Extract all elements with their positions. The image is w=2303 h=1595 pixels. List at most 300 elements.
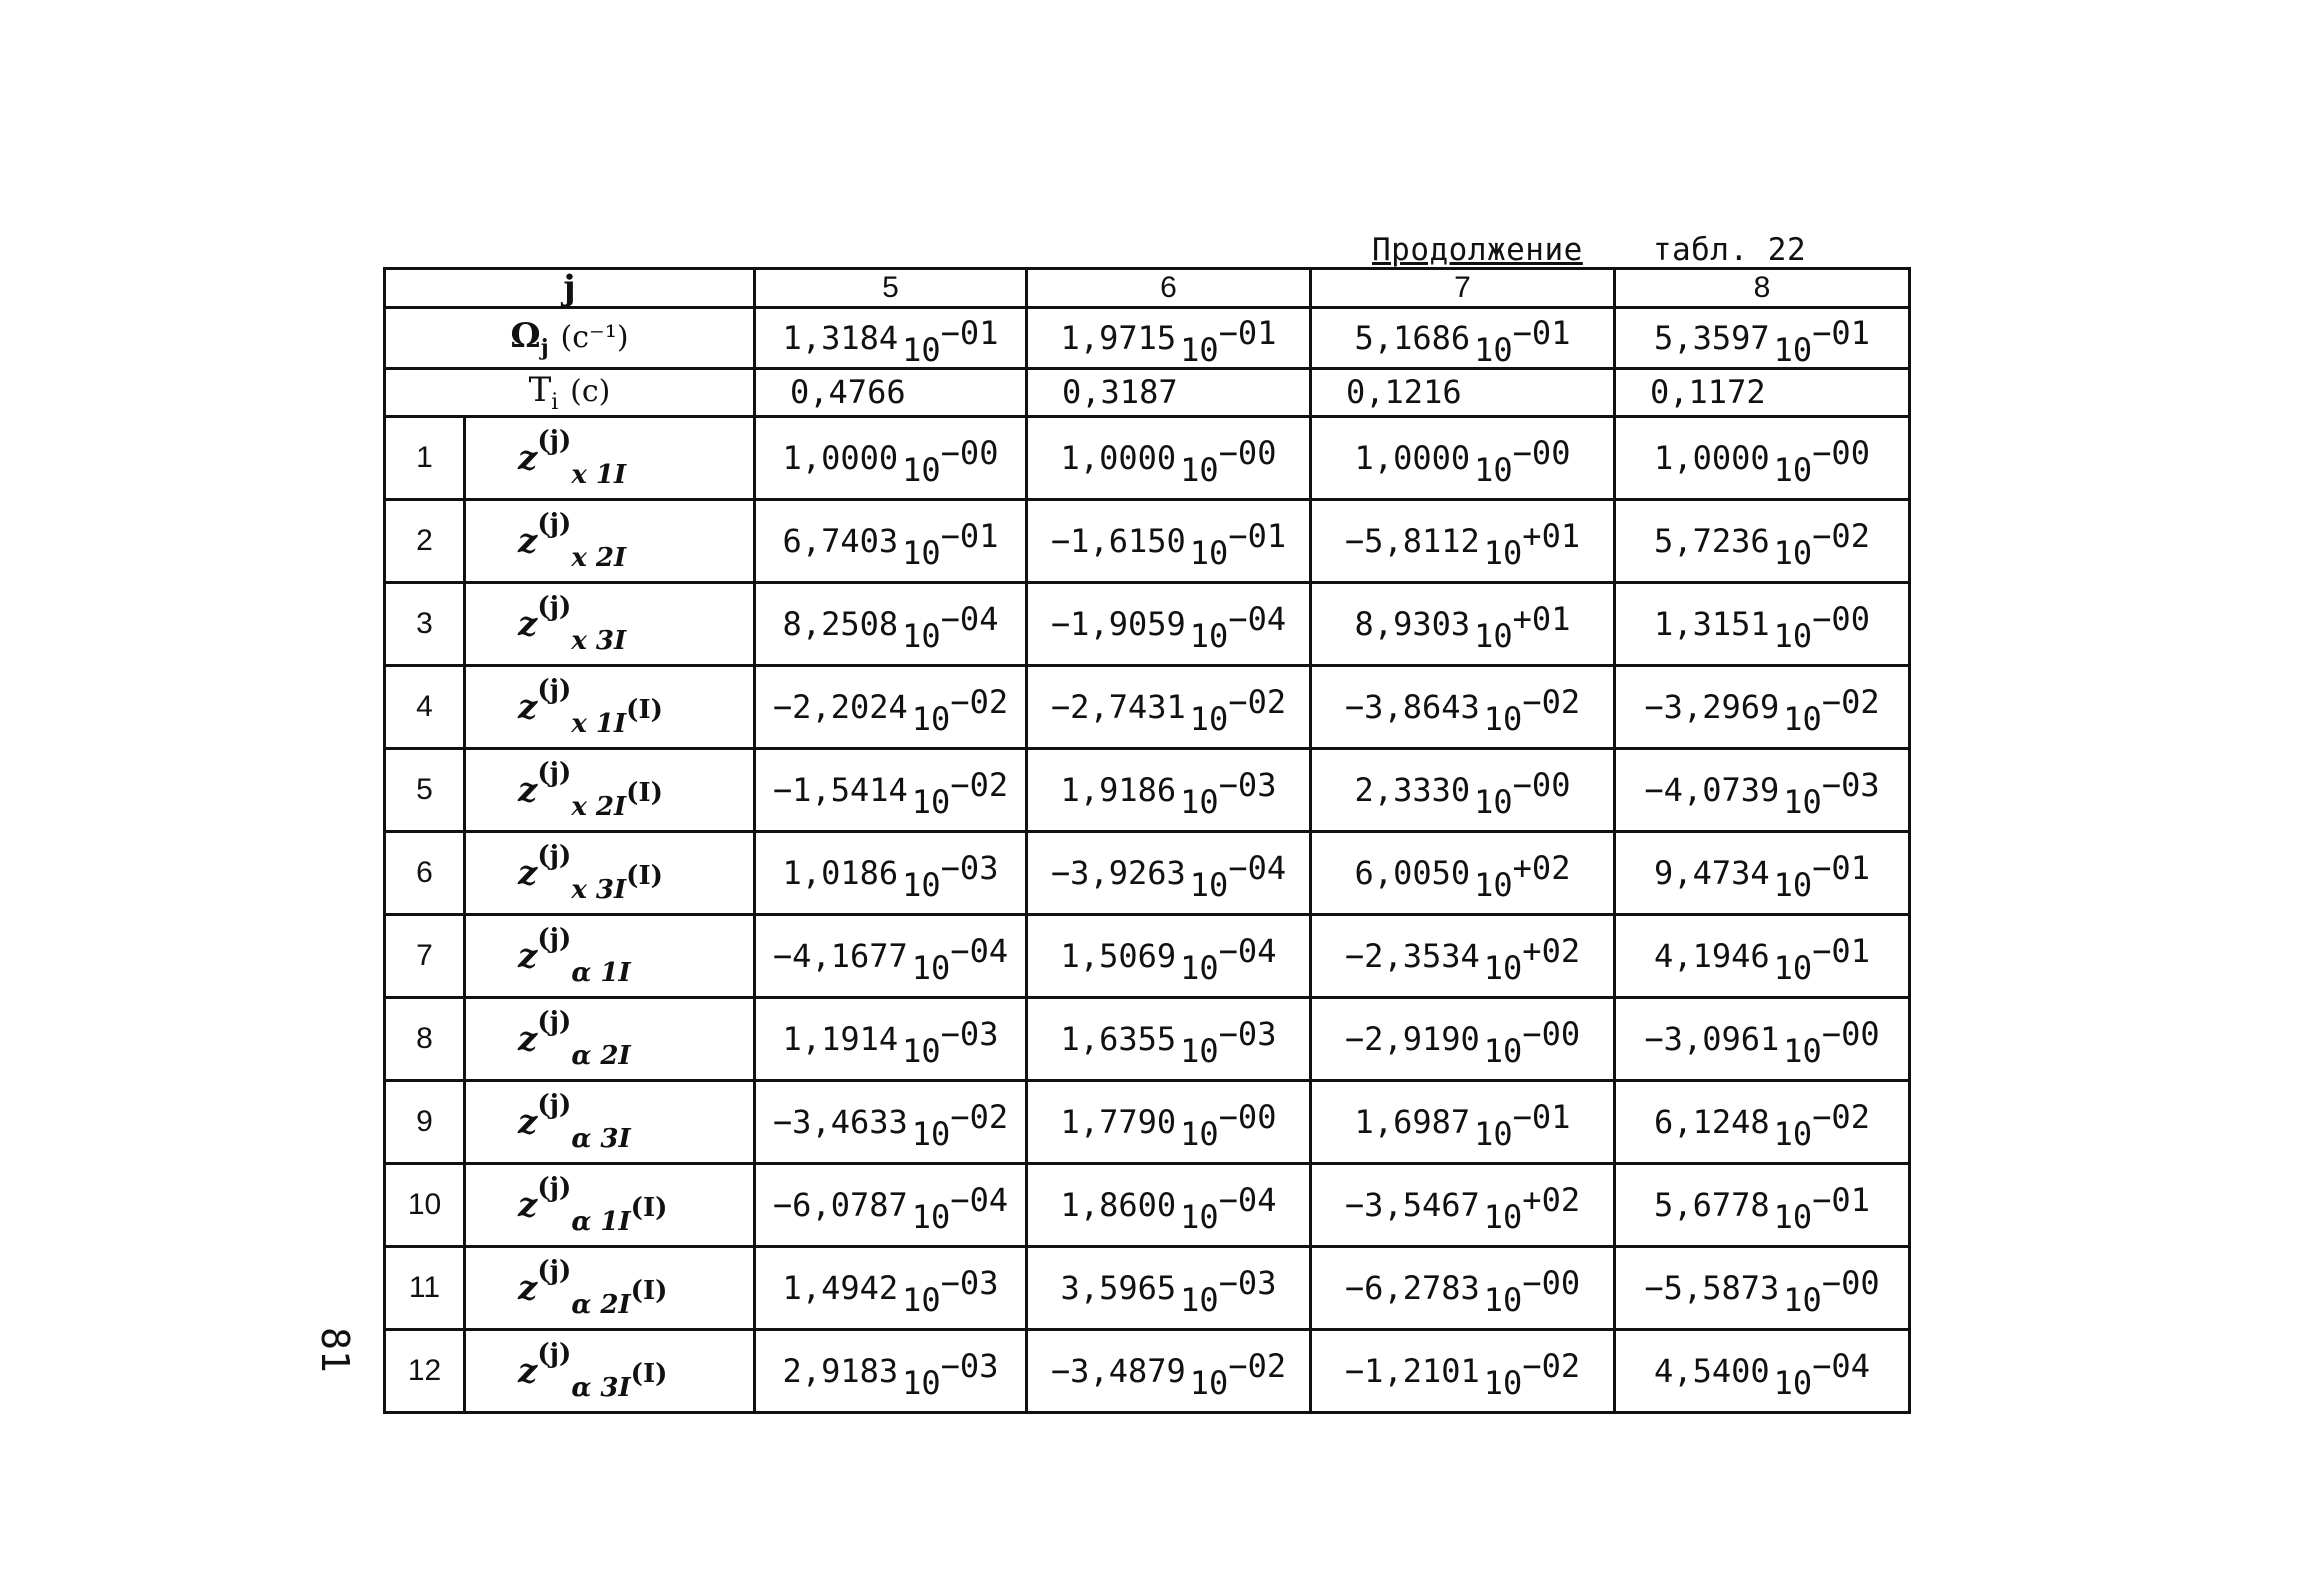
row-superscript: (j) bbox=[537, 508, 572, 539]
row-subscript: x 2I bbox=[571, 791, 627, 822]
row-symbol: z bbox=[518, 686, 538, 727]
exponent: −01 bbox=[1812, 1180, 1870, 1219]
mantissa: 1,9186 bbox=[1060, 770, 1177, 809]
mantissa: −5,5873 bbox=[1644, 1268, 1780, 1307]
value-cell bbox=[1615, 1246, 1910, 1329]
exponent: −00 bbox=[1522, 1263, 1581, 1302]
value-cell bbox=[1027, 582, 1311, 665]
base: 10 bbox=[1189, 699, 1229, 738]
value-cell bbox=[1027, 499, 1311, 582]
exponent: −03 bbox=[1218, 765, 1277, 804]
exponent: −04 bbox=[1228, 599, 1287, 638]
row-number: 5 bbox=[385, 748, 465, 831]
mantissa: 5,3597 bbox=[1654, 319, 1770, 357]
base: 10 bbox=[1483, 699, 1523, 738]
base: 10 bbox=[1474, 782, 1513, 821]
base: 10 bbox=[902, 865, 941, 904]
data-table bbox=[383, 267, 1911, 1414]
exponent: −03 bbox=[1218, 1263, 1277, 1302]
row-subscript: x 2I bbox=[571, 542, 627, 573]
page-number: 81 bbox=[313, 1327, 357, 1373]
base: 10 bbox=[1773, 533, 1813, 572]
value-cell bbox=[755, 748, 1027, 831]
row-superscript: (j) bbox=[537, 840, 572, 871]
exponent: −02 bbox=[1812, 516, 1870, 555]
base: 10 bbox=[1474, 450, 1513, 489]
base: 10 bbox=[1773, 1197, 1813, 1236]
row-subscript: α 3I bbox=[571, 1123, 631, 1154]
row-number: 1 bbox=[385, 416, 465, 499]
mantissa: 5,6778 bbox=[1654, 1185, 1770, 1224]
value-cell bbox=[1311, 831, 1615, 914]
mantissa: −3,9263 bbox=[1050, 853, 1186, 892]
value-cell bbox=[1615, 914, 1910, 997]
row-number: 4 bbox=[385, 665, 465, 748]
exponent: −01 bbox=[1228, 516, 1287, 555]
omega-symbol: Ω bbox=[510, 315, 541, 356]
row-subscript: x 1I bbox=[571, 708, 627, 739]
table-reference: табл. 22 bbox=[1652, 232, 1807, 268]
value-cell bbox=[1615, 582, 1910, 665]
mantissa: 8,2508 bbox=[782, 604, 899, 643]
period-label bbox=[385, 369, 755, 417]
exponent: −00 bbox=[1512, 765, 1571, 804]
exponent: −04 bbox=[950, 931, 1009, 970]
mantissa: 1,6987 bbox=[1354, 1102, 1471, 1141]
mantissa: 6,0050 bbox=[1354, 853, 1471, 892]
value-cell bbox=[1311, 1163, 1615, 1246]
value-cell bbox=[755, 416, 1027, 499]
exponent: −02 bbox=[950, 1097, 1009, 1136]
base: 10 bbox=[1483, 1031, 1523, 1070]
exponent: +02 bbox=[1512, 848, 1571, 887]
base: 10 bbox=[1180, 1280, 1219, 1319]
row-label bbox=[465, 416, 755, 499]
mantissa: −1,6150 bbox=[1050, 521, 1186, 560]
base: 10 bbox=[1483, 533, 1523, 572]
row-argument: (I) bbox=[626, 694, 663, 725]
value-cell bbox=[1027, 997, 1311, 1080]
value-cell bbox=[1311, 499, 1615, 582]
exponent: −03 bbox=[940, 848, 999, 887]
row-label bbox=[465, 1080, 755, 1163]
base: 10 bbox=[902, 331, 941, 369]
value-cell bbox=[1311, 1329, 1615, 1412]
base: 10 bbox=[1773, 948, 1813, 987]
mantissa: −4,0739 bbox=[1644, 770, 1780, 809]
value-cell bbox=[755, 1080, 1027, 1163]
row-symbol: z bbox=[518, 520, 538, 561]
exponent: −00 bbox=[1821, 1014, 1880, 1053]
row-superscript: (j) bbox=[537, 1006, 572, 1037]
row-superscript: (j) bbox=[537, 923, 572, 954]
value-cell bbox=[1615, 1080, 1910, 1163]
value-cell bbox=[1311, 914, 1615, 997]
value-cell bbox=[755, 1163, 1027, 1246]
row-label bbox=[465, 499, 755, 582]
table-row bbox=[385, 1080, 1910, 1163]
base: 10 bbox=[1483, 1197, 1523, 1236]
row-label bbox=[465, 997, 755, 1080]
header-row bbox=[385, 269, 1910, 308]
exponent: −01 bbox=[1512, 1097, 1571, 1136]
mantissa: −1,2101 bbox=[1344, 1351, 1480, 1390]
exponent: −02 bbox=[950, 682, 1009, 721]
j-header: j bbox=[385, 269, 755, 308]
exponent: −02 bbox=[1812, 1097, 1870, 1136]
base: 10 bbox=[902, 1031, 941, 1070]
row-subscript: α 1I bbox=[571, 957, 631, 988]
mantissa: 1,0186 bbox=[782, 853, 899, 892]
col-header-6: 6 bbox=[1027, 269, 1311, 308]
mantissa: 1,9715 bbox=[1060, 319, 1177, 357]
mantissa: −2,9190 bbox=[1344, 1019, 1480, 1058]
value-cell bbox=[755, 831, 1027, 914]
base: 10 bbox=[1474, 865, 1513, 904]
mantissa: 2,9183 bbox=[782, 1351, 899, 1390]
mantissa: 4,1946 bbox=[1654, 936, 1770, 975]
base: 10 bbox=[1783, 782, 1822, 821]
value-cell bbox=[755, 582, 1027, 665]
exponent: −00 bbox=[1821, 1263, 1880, 1302]
value-cell bbox=[755, 914, 1027, 997]
row-number: 10 bbox=[385, 1163, 465, 1246]
mantissa: 1,4942 bbox=[782, 1268, 899, 1307]
base: 10 bbox=[1180, 948, 1219, 987]
row-argument: (I) bbox=[630, 1358, 668, 1389]
exponent: −02 bbox=[1522, 1346, 1581, 1385]
period-value: 0,1172 bbox=[1615, 369, 1910, 417]
table-body bbox=[385, 416, 1910, 1412]
row-argument: (I) bbox=[630, 1275, 668, 1306]
value-cell bbox=[1027, 665, 1311, 748]
row-number: 12 bbox=[385, 1329, 465, 1412]
mantissa: −3,0961 bbox=[1644, 1019, 1780, 1058]
value-cell bbox=[1027, 1163, 1311, 1246]
base: 10 bbox=[1483, 948, 1523, 987]
row-number: 2 bbox=[385, 499, 465, 582]
base: 10 bbox=[902, 533, 941, 572]
exponent: −03 bbox=[940, 1346, 999, 1385]
row-symbol: z bbox=[518, 769, 538, 810]
row-label bbox=[465, 914, 755, 997]
mantissa: −2,3534 bbox=[1344, 936, 1480, 975]
base: 10 bbox=[911, 699, 951, 738]
row-label bbox=[465, 1163, 755, 1246]
value-cell bbox=[1311, 665, 1615, 748]
row-label bbox=[465, 665, 755, 748]
base: 10 bbox=[911, 782, 951, 821]
row-symbol: z bbox=[518, 1350, 538, 1391]
row-superscript: (j) bbox=[537, 1089, 572, 1120]
period-value: 0,4766 bbox=[755, 369, 1027, 417]
exponent: −02 bbox=[1228, 682, 1287, 721]
exponent: −01 bbox=[1812, 848, 1870, 887]
exponent: −03 bbox=[940, 1263, 999, 1302]
row-label bbox=[465, 1329, 755, 1412]
exponent: −00 bbox=[1812, 433, 1870, 472]
mantissa: 1,0000 bbox=[1060, 438, 1177, 477]
mantissa: 1,5069 bbox=[1060, 936, 1177, 975]
row-number: 9 bbox=[385, 1080, 465, 1163]
value-cell bbox=[1615, 831, 1910, 914]
base: 10 bbox=[911, 948, 951, 987]
table-row bbox=[385, 831, 1910, 914]
exponent: −04 bbox=[940, 599, 999, 638]
exponent: −00 bbox=[1218, 1097, 1277, 1136]
mantissa: −2,7431 bbox=[1050, 687, 1186, 726]
mantissa: 8,9303 bbox=[1354, 604, 1471, 643]
mantissa: 9,4734 bbox=[1654, 853, 1770, 892]
table-row bbox=[385, 1246, 1910, 1329]
row-number: 6 bbox=[385, 831, 465, 914]
table-row bbox=[385, 665, 1910, 748]
base: 10 bbox=[902, 1363, 941, 1402]
exponent: −04 bbox=[950, 1180, 1009, 1219]
row-symbol: z bbox=[518, 1267, 538, 1308]
table-row bbox=[385, 748, 1910, 831]
value-cell bbox=[1311, 416, 1615, 499]
row-subscript: α 2I bbox=[571, 1040, 631, 1071]
value-cell bbox=[1311, 1080, 1615, 1163]
base: 10 bbox=[1773, 1363, 1813, 1402]
value-cell bbox=[1027, 1080, 1311, 1163]
mantissa: −1,5414 bbox=[772, 770, 908, 809]
value-cell bbox=[1027, 831, 1311, 914]
exponent: −00 bbox=[1218, 433, 1277, 472]
period-value: 0,3187 bbox=[1027, 369, 1311, 417]
mantissa: −6,0787 bbox=[772, 1185, 908, 1224]
base: 10 bbox=[1189, 1363, 1229, 1402]
exponent: −01 bbox=[1812, 314, 1870, 352]
row-label bbox=[465, 582, 755, 665]
continuation-label: Продолжение bbox=[1372, 232, 1583, 268]
exponent: +02 bbox=[1522, 1180, 1581, 1219]
value-cell bbox=[1027, 1246, 1311, 1329]
exponent: −03 bbox=[1821, 765, 1880, 804]
mantissa: 1,0000 bbox=[1654, 438, 1770, 477]
base: 10 bbox=[1180, 782, 1219, 821]
base: 10 bbox=[1189, 865, 1229, 904]
exponent: −02 bbox=[1522, 682, 1581, 721]
row-subscript: α 2I bbox=[571, 1289, 631, 1320]
value-cell bbox=[1615, 748, 1910, 831]
mantissa: 4,5400 bbox=[1654, 1351, 1770, 1390]
exponent: −04 bbox=[1218, 931, 1277, 970]
value-cell bbox=[755, 665, 1027, 748]
row-superscript: (j) bbox=[537, 591, 572, 622]
base: 10 bbox=[911, 1197, 951, 1236]
row-symbol: z bbox=[518, 852, 538, 893]
base: 10 bbox=[1180, 331, 1219, 369]
mantissa: 5,1686 bbox=[1354, 319, 1471, 357]
base: 10 bbox=[1773, 331, 1813, 369]
mantissa: 1,6355 bbox=[1060, 1019, 1177, 1058]
mantissa: 1,0000 bbox=[782, 438, 899, 477]
mantissa: −2,2024 bbox=[772, 687, 908, 726]
period-row bbox=[385, 369, 1910, 417]
row-superscript: (j) bbox=[537, 1172, 572, 1203]
row-superscript: (j) bbox=[537, 1338, 572, 1369]
exponent: −01 bbox=[940, 314, 999, 352]
mantissa: 5,7236 bbox=[1654, 521, 1770, 560]
exponent: −01 bbox=[1218, 314, 1277, 352]
mantissa: −3,4633 bbox=[772, 1102, 908, 1141]
row-number: 7 bbox=[385, 914, 465, 997]
exponent: +02 bbox=[1522, 931, 1581, 970]
base: 10 bbox=[1474, 1114, 1513, 1153]
exponent: −04 bbox=[1228, 848, 1287, 887]
exponent: −02 bbox=[1228, 1346, 1287, 1385]
row-number: 8 bbox=[385, 997, 465, 1080]
mantissa: 1,8600 bbox=[1060, 1185, 1177, 1224]
table-row bbox=[385, 914, 1910, 997]
row-superscript: (j) bbox=[537, 757, 572, 788]
base: 10 bbox=[902, 450, 941, 489]
row-number: 3 bbox=[385, 582, 465, 665]
value-cell bbox=[1311, 1246, 1615, 1329]
value-cell bbox=[755, 1246, 1027, 1329]
row-symbol: z bbox=[518, 935, 538, 976]
value-cell bbox=[1027, 1329, 1311, 1412]
row-argument: (I) bbox=[630, 1192, 668, 1223]
mantissa: −3,8643 bbox=[1344, 687, 1480, 726]
base: 10 bbox=[1783, 1031, 1822, 1070]
exponent: −03 bbox=[1218, 1014, 1277, 1053]
table-row bbox=[385, 499, 1910, 582]
value-cell bbox=[755, 1329, 1027, 1412]
row-symbol: z bbox=[518, 1184, 538, 1225]
table-row bbox=[385, 582, 1910, 665]
value-cell bbox=[1615, 1163, 1910, 1246]
base: 10 bbox=[1474, 616, 1513, 655]
exponent: −01 bbox=[1812, 931, 1870, 970]
base: 10 bbox=[1180, 1031, 1219, 1070]
table-caption bbox=[1372, 232, 1806, 268]
row-subscript: α 3I bbox=[571, 1372, 631, 1403]
omega-value bbox=[1311, 308, 1615, 369]
mantissa: 3,5965 bbox=[1060, 1268, 1177, 1307]
row-superscript: (j) bbox=[537, 1255, 572, 1286]
mantissa: −1,9059 bbox=[1050, 604, 1186, 643]
base: 10 bbox=[1483, 1363, 1523, 1402]
omega-value bbox=[1027, 308, 1311, 369]
row-number: 11 bbox=[385, 1246, 465, 1329]
table-row bbox=[385, 416, 1910, 499]
exponent: −02 bbox=[950, 765, 1009, 804]
base: 10 bbox=[902, 616, 941, 655]
mantissa: 1,7790 bbox=[1060, 1102, 1177, 1141]
exponent: −01 bbox=[940, 516, 999, 555]
base: 10 bbox=[1474, 331, 1513, 369]
base: 10 bbox=[1773, 616, 1813, 655]
row-label bbox=[465, 831, 755, 914]
omega-subscript: j bbox=[540, 334, 549, 361]
row-label bbox=[465, 748, 755, 831]
mantissa: 6,1248 bbox=[1654, 1102, 1770, 1141]
base: 10 bbox=[1773, 1114, 1813, 1153]
row-symbol: z bbox=[518, 437, 538, 478]
value-cell bbox=[755, 997, 1027, 1080]
row-subscript: x 3I bbox=[571, 874, 627, 905]
mantissa: 1,3184 bbox=[782, 319, 899, 357]
value-cell bbox=[1615, 416, 1910, 499]
omega-value bbox=[1615, 308, 1910, 369]
mantissa: 1,0000 bbox=[1354, 438, 1471, 477]
row-superscript: (j) bbox=[537, 425, 572, 456]
base: 10 bbox=[1773, 865, 1813, 904]
period-value: 0,1216 bbox=[1311, 369, 1615, 417]
mantissa: 1,1914 bbox=[782, 1019, 899, 1058]
value-cell bbox=[755, 499, 1027, 582]
exponent: −04 bbox=[1218, 1180, 1277, 1219]
table-row bbox=[385, 1329, 1910, 1412]
exponent: +01 bbox=[1522, 516, 1581, 555]
exponent: −02 bbox=[1821, 682, 1880, 721]
exponent: −03 bbox=[940, 1014, 999, 1053]
mantissa: 1,3151 bbox=[1654, 604, 1770, 643]
base: 10 bbox=[1773, 450, 1813, 489]
base: 10 bbox=[1783, 699, 1822, 738]
value-cell bbox=[1311, 748, 1615, 831]
value-cell bbox=[1615, 499, 1910, 582]
omega-value bbox=[755, 308, 1027, 369]
exponent: −00 bbox=[1812, 599, 1870, 638]
period-subscript: i bbox=[551, 389, 559, 415]
value-cell bbox=[1615, 997, 1910, 1080]
row-superscript: (j) bbox=[537, 674, 572, 705]
exponent: +01 bbox=[1512, 599, 1571, 638]
period-symbol: T bbox=[528, 370, 552, 410]
base: 10 bbox=[1783, 1280, 1822, 1319]
base: 10 bbox=[1180, 1114, 1219, 1153]
omega-unit: (c⁻¹) bbox=[560, 319, 629, 355]
period-unit: (c) bbox=[570, 374, 611, 409]
value-cell bbox=[1311, 582, 1615, 665]
mantissa: −4,1677 bbox=[772, 936, 908, 975]
row-symbol: z bbox=[518, 603, 538, 644]
row-subscript: x 1I bbox=[571, 459, 627, 490]
exponent: −04 bbox=[1812, 1346, 1870, 1385]
row-symbol: z bbox=[518, 1101, 538, 1142]
col-header-7: 7 bbox=[1311, 269, 1615, 308]
exponent: −01 bbox=[1512, 314, 1571, 352]
mantissa: −6,2783 bbox=[1344, 1268, 1480, 1307]
base: 10 bbox=[911, 1114, 951, 1153]
base: 10 bbox=[1180, 1197, 1219, 1236]
base: 10 bbox=[1180, 450, 1219, 489]
table-row bbox=[385, 1163, 1910, 1246]
base: 10 bbox=[1189, 616, 1229, 655]
mantissa: −5,8112 bbox=[1344, 521, 1480, 560]
mantissa: 2,3330 bbox=[1354, 770, 1471, 809]
omega-row bbox=[385, 308, 1910, 369]
value-cell bbox=[1615, 665, 1910, 748]
row-label bbox=[465, 1246, 755, 1329]
omega-label bbox=[385, 308, 755, 369]
value-cell bbox=[1615, 1329, 1910, 1412]
mantissa: −3,5467 bbox=[1344, 1185, 1480, 1224]
value-cell bbox=[1027, 748, 1311, 831]
row-argument: (I) bbox=[626, 860, 663, 891]
row-argument: (I) bbox=[626, 777, 663, 808]
col-header-8: 8 bbox=[1615, 269, 1910, 308]
exponent: −00 bbox=[1522, 1014, 1581, 1053]
value-cell bbox=[1027, 416, 1311, 499]
exponent: −00 bbox=[1512, 433, 1571, 472]
mantissa: −3,4879 bbox=[1050, 1351, 1186, 1390]
value-cell bbox=[1027, 914, 1311, 997]
